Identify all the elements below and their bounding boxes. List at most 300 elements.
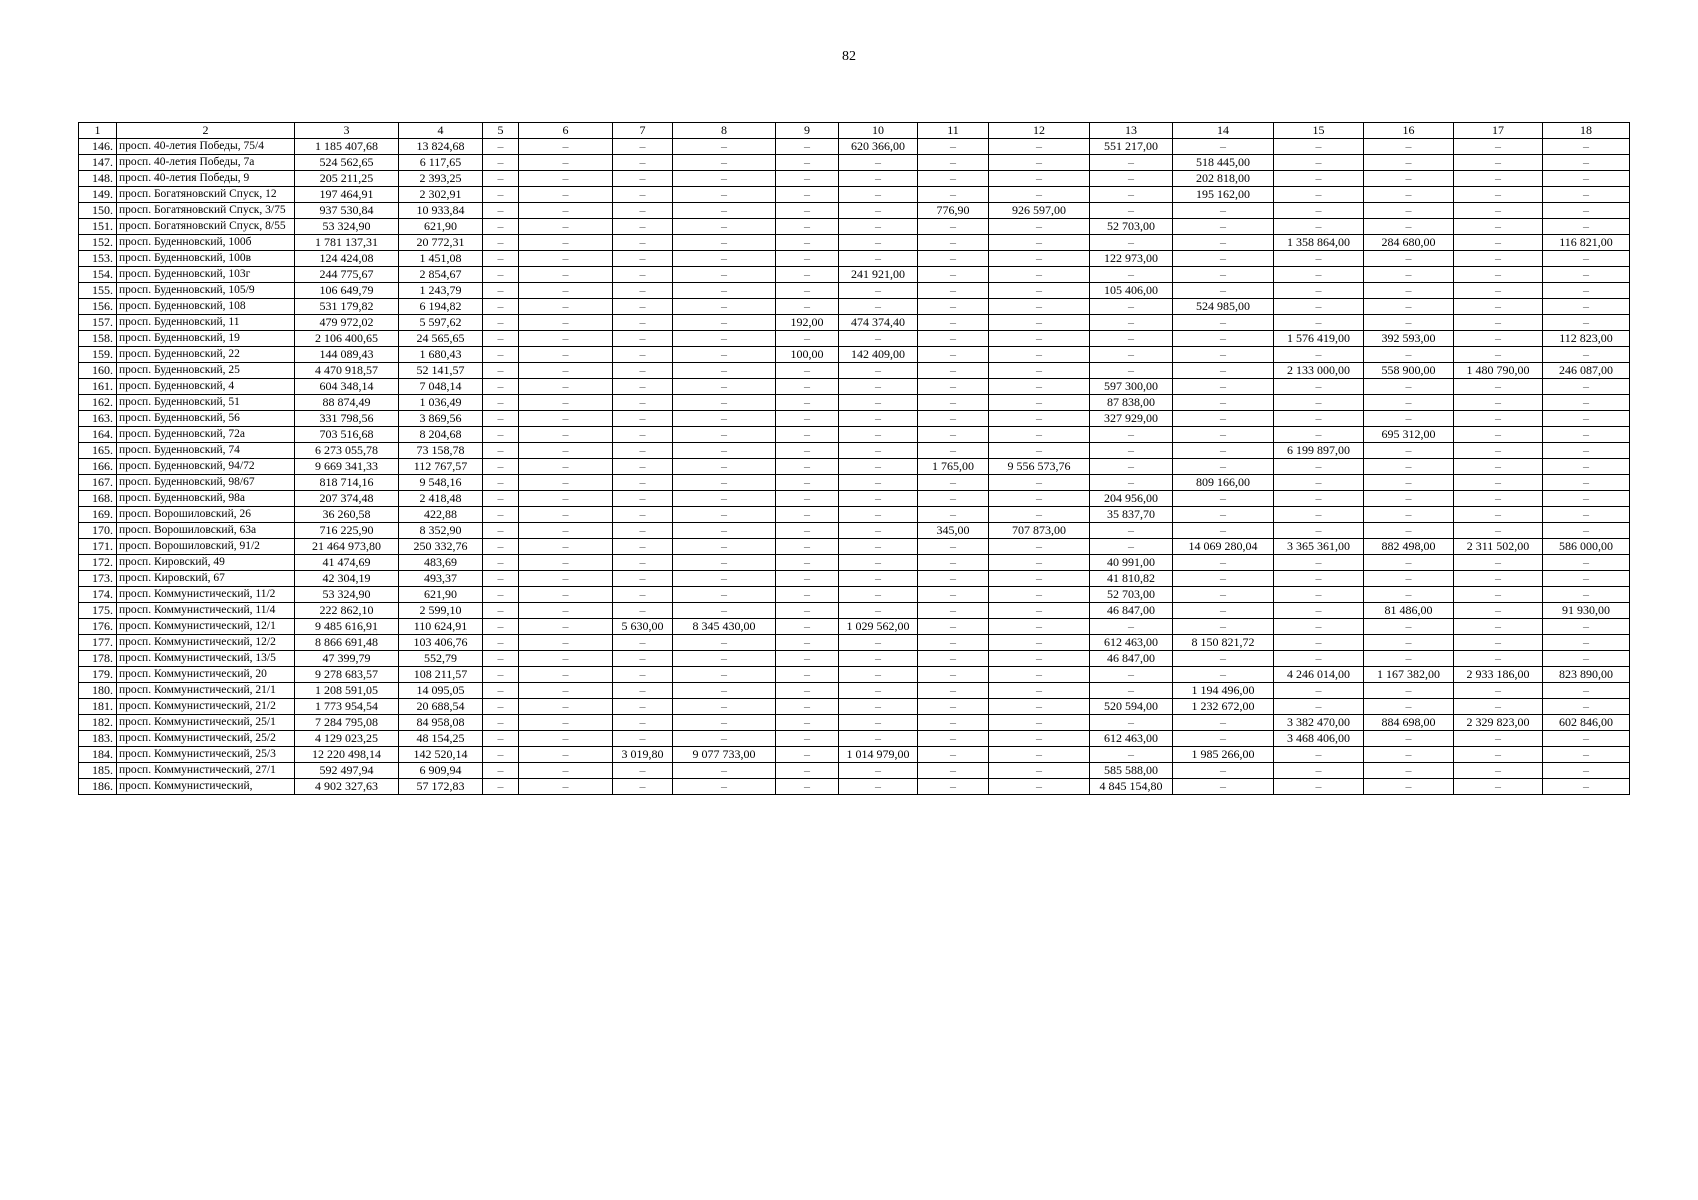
row-number-cell: 177. — [79, 635, 117, 651]
amount-cell: 493,37 — [399, 571, 483, 587]
amount-cell: 8 345 430,00 — [673, 619, 776, 635]
empty-value-cell: – — [613, 299, 673, 315]
empty-value-cell: – — [839, 715, 918, 731]
column-header: 1 — [79, 123, 117, 139]
empty-value-cell: – — [1173, 523, 1274, 539]
amount-cell: 195 162,00 — [1173, 187, 1274, 203]
empty-value-cell: – — [1274, 683, 1364, 699]
empty-value-cell: – — [776, 651, 839, 667]
empty-value-cell: – — [673, 587, 776, 603]
amount-cell: 4 845 154,80 — [1090, 779, 1173, 795]
amount-cell: 552,79 — [399, 651, 483, 667]
empty-value-cell: – — [1274, 251, 1364, 267]
empty-value-cell: – — [673, 635, 776, 651]
empty-value-cell: – — [673, 379, 776, 395]
amount-cell: 2 329 823,00 — [1454, 715, 1543, 731]
empty-value-cell: – — [918, 235, 989, 251]
address-cell: просп. Коммунистический, 12/1 — [117, 619, 295, 635]
row-number-cell: 164. — [79, 427, 117, 443]
empty-value-cell: – — [918, 779, 989, 795]
empty-value-cell: – — [918, 379, 989, 395]
table-row — [79, 395, 1630, 411]
empty-value-cell: – — [1543, 171, 1630, 187]
column-header: 2 — [117, 123, 295, 139]
empty-value-cell: – — [673, 555, 776, 571]
row-number-cell: 167. — [79, 475, 117, 491]
empty-value-cell: – — [673, 699, 776, 715]
address-cell: просп. Буденновский, 100в — [117, 251, 295, 267]
empty-value-cell: – — [918, 283, 989, 299]
empty-value-cell: – — [673, 763, 776, 779]
row-number-cell: 185. — [79, 763, 117, 779]
empty-value-cell: – — [1543, 347, 1630, 363]
empty-value-cell: – — [918, 603, 989, 619]
amount-cell: 524 985,00 — [1173, 299, 1274, 315]
empty-value-cell: – — [839, 299, 918, 315]
amount-cell: 204 956,00 — [1090, 491, 1173, 507]
amount-cell: 250 332,76 — [399, 539, 483, 555]
amount-cell: 604 348,14 — [295, 379, 399, 395]
address-cell: просп. Буденновский, 94/72 — [117, 459, 295, 475]
empty-value-cell: – — [1364, 139, 1454, 155]
empty-value-cell: – — [776, 219, 839, 235]
amount-cell: 91 930,00 — [1543, 603, 1630, 619]
table-row — [79, 699, 1630, 715]
amount-cell: 9 669 341,33 — [295, 459, 399, 475]
row-number-cell: 175. — [79, 603, 117, 619]
amount-cell: 42 304,19 — [295, 571, 399, 587]
empty-value-cell: – — [519, 603, 613, 619]
amount-cell: 14 095,05 — [399, 683, 483, 699]
empty-value-cell: – — [673, 427, 776, 443]
row-number-cell: 160. — [79, 363, 117, 379]
empty-value-cell: – — [1454, 219, 1543, 235]
empty-value-cell: – — [989, 139, 1090, 155]
amount-cell: 53 324,90 — [295, 587, 399, 603]
table-row — [79, 171, 1630, 187]
table-row — [79, 443, 1630, 459]
empty-value-cell: – — [673, 395, 776, 411]
amount-cell: 1 185 407,68 — [295, 139, 399, 155]
empty-value-cell: – — [1090, 523, 1173, 539]
empty-value-cell: – — [1454, 587, 1543, 603]
table-row — [79, 251, 1630, 267]
amount-cell: 602 846,00 — [1543, 715, 1630, 731]
empty-value-cell: – — [989, 363, 1090, 379]
empty-value-cell: – — [613, 603, 673, 619]
empty-value-cell: – — [1173, 651, 1274, 667]
amount-cell: 12 220 498,14 — [295, 747, 399, 763]
empty-value-cell: – — [1173, 379, 1274, 395]
empty-value-cell: – — [1090, 427, 1173, 443]
empty-value-cell: – — [1364, 395, 1454, 411]
amount-cell: 479 972,02 — [295, 315, 399, 331]
empty-value-cell: – — [776, 139, 839, 155]
empty-value-cell: – — [483, 235, 519, 251]
row-number-cell: 146. — [79, 139, 117, 155]
empty-value-cell: – — [1173, 491, 1274, 507]
empty-value-cell: – — [483, 491, 519, 507]
empty-value-cell: – — [1090, 363, 1173, 379]
empty-value-cell: – — [1274, 155, 1364, 171]
empty-value-cell: – — [1543, 187, 1630, 203]
empty-value-cell: – — [1173, 587, 1274, 603]
empty-value-cell: – — [613, 587, 673, 603]
empty-value-cell: – — [673, 571, 776, 587]
empty-value-cell: – — [989, 315, 1090, 331]
address-cell: просп. Ворошиловский, 26 — [117, 507, 295, 523]
empty-value-cell: – — [839, 219, 918, 235]
column-header: 17 — [1454, 123, 1543, 139]
empty-value-cell: – — [483, 283, 519, 299]
column-header: 18 — [1543, 123, 1630, 139]
table-row — [79, 155, 1630, 171]
empty-value-cell: – — [673, 251, 776, 267]
amount-cell: 2 311 502,00 — [1454, 539, 1543, 555]
empty-value-cell: – — [1173, 443, 1274, 459]
empty-value-cell: – — [918, 619, 989, 635]
empty-value-cell: – — [483, 171, 519, 187]
empty-value-cell: – — [1543, 507, 1630, 523]
amount-cell: 9 278 683,57 — [295, 667, 399, 683]
empty-value-cell: – — [483, 395, 519, 411]
empty-value-cell: – — [1364, 171, 1454, 187]
empty-value-cell: – — [1274, 347, 1364, 363]
empty-value-cell: – — [776, 731, 839, 747]
empty-value-cell: – — [776, 635, 839, 651]
empty-value-cell: – — [483, 587, 519, 603]
empty-value-cell: – — [1454, 635, 1543, 651]
empty-value-cell: – — [519, 427, 613, 443]
empty-value-cell: – — [839, 699, 918, 715]
empty-value-cell: – — [918, 763, 989, 779]
empty-value-cell: – — [776, 491, 839, 507]
row-number-cell: 168. — [79, 491, 117, 507]
address-cell: просп. Коммунистический, 27/1 — [117, 763, 295, 779]
empty-value-cell: – — [483, 635, 519, 651]
empty-value-cell: – — [613, 331, 673, 347]
table-row — [79, 635, 1630, 651]
column-header: 12 — [989, 123, 1090, 139]
table-row — [79, 523, 1630, 539]
empty-value-cell: – — [776, 187, 839, 203]
empty-value-cell: – — [613, 699, 673, 715]
empty-value-cell: – — [613, 651, 673, 667]
amount-cell: 35 837,70 — [1090, 507, 1173, 523]
empty-value-cell: – — [1090, 619, 1173, 635]
address-cell: просп. Буденновский, 51 — [117, 395, 295, 411]
empty-value-cell: – — [1454, 427, 1543, 443]
empty-value-cell: – — [1274, 507, 1364, 523]
empty-value-cell: – — [776, 155, 839, 171]
amount-cell: 818 714,16 — [295, 475, 399, 491]
row-number-cell: 162. — [79, 395, 117, 411]
empty-value-cell: – — [483, 187, 519, 203]
empty-value-cell: – — [1173, 459, 1274, 475]
empty-value-cell: – — [1454, 699, 1543, 715]
empty-value-cell: – — [989, 251, 1090, 267]
empty-value-cell: – — [1173, 731, 1274, 747]
column-header: 5 — [483, 123, 519, 139]
empty-value-cell: – — [519, 555, 613, 571]
table-row — [79, 619, 1630, 635]
empty-value-cell: – — [613, 555, 673, 571]
empty-value-cell: – — [673, 459, 776, 475]
address-cell: просп. Буденновский, 25 — [117, 363, 295, 379]
empty-value-cell: – — [989, 347, 1090, 363]
address-cell: просп. Ворошиловский, 63а — [117, 523, 295, 539]
empty-value-cell: – — [1454, 443, 1543, 459]
empty-value-cell: – — [1543, 155, 1630, 171]
empty-value-cell: – — [1364, 555, 1454, 571]
empty-value-cell: – — [483, 715, 519, 731]
address-cell: просп. Кировский, 67 — [117, 571, 295, 587]
table-row — [79, 219, 1630, 235]
empty-value-cell: – — [1090, 299, 1173, 315]
empty-value-cell: – — [1274, 587, 1364, 603]
address-cell: просп. Коммунистический, 11/2 — [117, 587, 295, 603]
row-number-cell: 178. — [79, 651, 117, 667]
empty-value-cell: – — [483, 555, 519, 571]
empty-value-cell: – — [483, 603, 519, 619]
empty-value-cell: – — [918, 171, 989, 187]
empty-value-cell: – — [1090, 475, 1173, 491]
empty-value-cell: – — [1364, 587, 1454, 603]
empty-value-cell: – — [519, 235, 613, 251]
empty-value-cell: – — [1173, 555, 1274, 571]
amount-cell: 597 300,00 — [1090, 379, 1173, 395]
empty-value-cell: – — [673, 651, 776, 667]
amount-cell: 926 597,00 — [989, 203, 1090, 219]
empty-value-cell: – — [1364, 523, 1454, 539]
amount-cell: 3 019,80 — [613, 747, 673, 763]
empty-value-cell: – — [989, 171, 1090, 187]
amount-cell: 7 284 795,08 — [295, 715, 399, 731]
empty-value-cell: – — [1090, 331, 1173, 347]
amount-cell: 110 624,91 — [399, 619, 483, 635]
empty-value-cell: – — [1274, 315, 1364, 331]
empty-value-cell: – — [613, 411, 673, 427]
empty-value-cell: – — [1364, 187, 1454, 203]
empty-value-cell: – — [1543, 315, 1630, 331]
empty-value-cell: – — [918, 651, 989, 667]
empty-value-cell: – — [613, 139, 673, 155]
empty-value-cell: – — [519, 539, 613, 555]
empty-value-cell: – — [483, 251, 519, 267]
empty-value-cell: – — [1090, 155, 1173, 171]
amount-cell: 937 530,84 — [295, 203, 399, 219]
address-cell: просп. Буденновский, 105/9 — [117, 283, 295, 299]
table-row — [79, 603, 1630, 619]
address-cell: просп. Коммунистический, 25/2 — [117, 731, 295, 747]
empty-value-cell: – — [776, 715, 839, 731]
empty-value-cell: – — [1274, 491, 1364, 507]
empty-value-cell: – — [989, 667, 1090, 683]
empty-value-cell: – — [989, 619, 1090, 635]
empty-value-cell: – — [989, 571, 1090, 587]
table-row — [79, 539, 1630, 555]
row-number-cell: 151. — [79, 219, 117, 235]
empty-value-cell: – — [776, 299, 839, 315]
empty-value-cell: – — [673, 523, 776, 539]
amount-cell: 1 680,43 — [399, 347, 483, 363]
empty-value-cell: – — [673, 667, 776, 683]
empty-value-cell: – — [1454, 203, 1543, 219]
table-row — [79, 203, 1630, 219]
empty-value-cell: – — [776, 539, 839, 555]
column-header: 14 — [1173, 123, 1274, 139]
empty-value-cell: – — [918, 491, 989, 507]
column-header: 3 — [295, 123, 399, 139]
empty-value-cell: – — [989, 651, 1090, 667]
empty-value-cell: – — [1364, 299, 1454, 315]
empty-value-cell: – — [989, 267, 1090, 283]
table-row — [79, 267, 1630, 283]
amount-cell: 122 973,00 — [1090, 251, 1173, 267]
amount-cell: 241 921,00 — [839, 267, 918, 283]
empty-value-cell: – — [918, 555, 989, 571]
empty-value-cell: – — [519, 523, 613, 539]
amount-cell: 88 874,49 — [295, 395, 399, 411]
amount-cell: 6 194,82 — [399, 299, 483, 315]
empty-value-cell: – — [1090, 315, 1173, 331]
amount-cell: 3 468 406,00 — [1274, 731, 1364, 747]
row-number-cell: 149. — [79, 187, 117, 203]
table-row — [79, 555, 1630, 571]
amount-cell: 244 775,67 — [295, 267, 399, 283]
empty-value-cell: – — [989, 715, 1090, 731]
empty-value-cell: – — [776, 203, 839, 219]
row-number-cell: 170. — [79, 523, 117, 539]
amount-cell: 52 703,00 — [1090, 219, 1173, 235]
empty-value-cell: – — [918, 267, 989, 283]
address-cell: просп. Буденновский, 19 — [117, 331, 295, 347]
empty-value-cell: – — [613, 267, 673, 283]
empty-value-cell: – — [519, 267, 613, 283]
empty-value-cell: – — [1454, 523, 1543, 539]
amount-cell: 84 958,08 — [399, 715, 483, 731]
empty-value-cell: – — [776, 395, 839, 411]
empty-value-cell: – — [1274, 299, 1364, 315]
empty-value-cell: – — [1454, 347, 1543, 363]
amount-cell: 331 798,56 — [295, 411, 399, 427]
table-row — [79, 427, 1630, 443]
row-number-cell: 152. — [79, 235, 117, 251]
empty-value-cell: – — [613, 763, 673, 779]
empty-value-cell: – — [1454, 379, 1543, 395]
empty-value-cell: – — [483, 475, 519, 491]
empty-value-cell: – — [1173, 667, 1274, 683]
empty-value-cell: – — [519, 619, 613, 635]
empty-value-cell: – — [1364, 267, 1454, 283]
row-number-cell: 159. — [79, 347, 117, 363]
empty-value-cell: – — [483, 411, 519, 427]
empty-value-cell: – — [1090, 747, 1173, 763]
empty-value-cell: – — [613, 475, 673, 491]
empty-value-cell: – — [1173, 283, 1274, 299]
amount-cell: 197 464,91 — [295, 187, 399, 203]
empty-value-cell: – — [1364, 219, 1454, 235]
amount-cell: 108 211,57 — [399, 667, 483, 683]
empty-value-cell: – — [918, 443, 989, 459]
empty-value-cell: – — [1543, 427, 1630, 443]
empty-value-cell: – — [776, 603, 839, 619]
amount-cell: 3 365 361,00 — [1274, 539, 1364, 555]
empty-value-cell: – — [1543, 747, 1630, 763]
empty-value-cell: – — [519, 315, 613, 331]
empty-value-cell: – — [1364, 443, 1454, 459]
empty-value-cell: – — [613, 715, 673, 731]
column-header: 4 — [399, 123, 483, 139]
amount-cell: 105 406,00 — [1090, 283, 1173, 299]
empty-value-cell: – — [519, 203, 613, 219]
empty-value-cell: – — [519, 715, 613, 731]
table-row — [79, 571, 1630, 587]
empty-value-cell: – — [519, 395, 613, 411]
empty-value-cell: – — [1543, 491, 1630, 507]
empty-value-cell: – — [776, 619, 839, 635]
empty-value-cell: – — [776, 507, 839, 523]
empty-value-cell: – — [1454, 139, 1543, 155]
amount-cell: 518 445,00 — [1173, 155, 1274, 171]
empty-value-cell: – — [918, 683, 989, 699]
address-cell: просп. Буденновский, 22 — [117, 347, 295, 363]
empty-value-cell: – — [483, 539, 519, 555]
amount-cell: 46 847,00 — [1090, 651, 1173, 667]
amount-cell: 246 087,00 — [1543, 363, 1630, 379]
row-number-cell: 165. — [79, 443, 117, 459]
empty-value-cell: – — [483, 747, 519, 763]
amount-cell: 4 129 023,25 — [295, 731, 399, 747]
empty-value-cell: – — [1173, 251, 1274, 267]
empty-value-cell: – — [989, 427, 1090, 443]
amount-cell: 621,90 — [399, 587, 483, 603]
amount-cell: 10 933,84 — [399, 203, 483, 219]
table-row — [79, 683, 1630, 699]
empty-value-cell: – — [1364, 747, 1454, 763]
empty-value-cell: – — [776, 379, 839, 395]
table-row — [79, 299, 1630, 315]
empty-value-cell: – — [1543, 139, 1630, 155]
empty-value-cell: – — [918, 251, 989, 267]
empty-value-cell: – — [1090, 267, 1173, 283]
empty-value-cell: – — [483, 667, 519, 683]
empty-value-cell: – — [918, 587, 989, 603]
empty-value-cell: – — [519, 731, 613, 747]
empty-value-cell: – — [483, 155, 519, 171]
empty-value-cell: – — [613, 171, 673, 187]
amount-cell: 192,00 — [776, 315, 839, 331]
empty-value-cell: – — [839, 683, 918, 699]
empty-value-cell: – — [1090, 443, 1173, 459]
empty-value-cell: – — [839, 571, 918, 587]
empty-value-cell: – — [989, 411, 1090, 427]
empty-value-cell: – — [519, 683, 613, 699]
empty-value-cell: – — [839, 539, 918, 555]
empty-value-cell: – — [989, 731, 1090, 747]
address-cell: просп. Коммунистический, 21/2 — [117, 699, 295, 715]
amount-cell: 703 516,68 — [295, 427, 399, 443]
empty-value-cell: – — [839, 507, 918, 523]
amount-cell: 1 208 591,05 — [295, 683, 399, 699]
table-row — [79, 379, 1630, 395]
empty-value-cell: – — [918, 507, 989, 523]
row-number-cell: 183. — [79, 731, 117, 747]
empty-value-cell: – — [1090, 187, 1173, 203]
empty-value-cell: – — [1364, 507, 1454, 523]
empty-value-cell: – — [1173, 603, 1274, 619]
amount-cell: 103 406,76 — [399, 635, 483, 651]
